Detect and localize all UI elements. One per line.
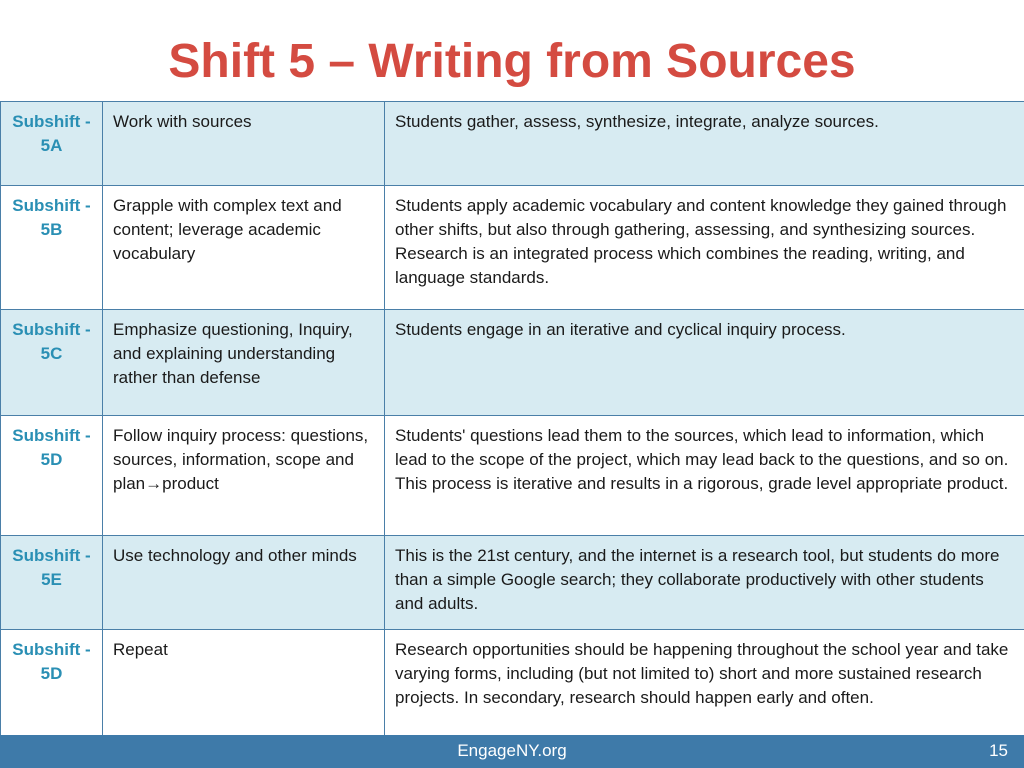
footer-bar	[0, 735, 1024, 768]
subshift-description: This is the 21st century, and the internet is a research tool, but students do more than a simple Google search; they collaborate productively with other students and adults.	[385, 536, 1024, 630]
subshift-focus: Follow inquiry process: questions, sources, information, scope and plan→product	[103, 416, 385, 536]
subshift-id: Subshift - 5E	[1, 536, 103, 630]
table-row	[1, 310, 1024, 416]
footer-site: EngageNY.org	[457, 741, 567, 760]
subshift-id: Subshift - 5D	[1, 416, 103, 536]
table-row	[1, 102, 1024, 186]
subshift-id: Subshift - 5B	[1, 186, 103, 310]
subshift-table	[0, 101, 1024, 736]
subshift-id: Subshift - 5A	[1, 102, 103, 186]
subshift-focus: Repeat	[103, 630, 385, 736]
subshift-focus: Emphasize questioning, Inquiry, and explaining understanding rather than defense	[103, 310, 385, 416]
slide-title: Shift 5 – Writing from Sources	[168, 35, 856, 88]
subshift-description: Students' questions lead them to the sources, which lead to information, which lead to the scope of the project, which may lead back to the questions, and so on. This process is iterative and results in a rigorous, grade level appropriate product.	[385, 416, 1024, 536]
subshift-focus: Work with sources	[103, 102, 385, 186]
subshift-id: Subshift - 5D	[1, 630, 103, 736]
table-row	[1, 186, 1024, 310]
subshift-id: Subshift - 5C	[1, 310, 103, 416]
table-row	[1, 416, 1024, 536]
subshift-description: Students engage in an iterative and cyclical inquiry process.	[385, 310, 1024, 416]
subshift-description: Research opportunities should be happening throughout the school year and take varying forms, including (but not limited to) short and more sustained research projects. In secondary, research should happen early and often.	[385, 630, 1024, 736]
subshift-focus: Grapple with complex text and content; leverage academic vocabulary	[103, 186, 385, 310]
subshift-focus: Use technology and other minds	[103, 536, 385, 630]
table-row	[1, 536, 1024, 630]
subshift-description: Students apply academic vocabulary and content knowledge they gained through other shifts, but also through gathering, assessing, and synthesizing sources. Research is an integrated process which combines the reading, writing, and language standards.	[385, 186, 1024, 310]
page-number: 15	[989, 741, 1008, 760]
table-row	[1, 630, 1024, 736]
subshift-description: Students gather, assess, synthesize, integrate, analyze sources.	[385, 102, 1024, 186]
